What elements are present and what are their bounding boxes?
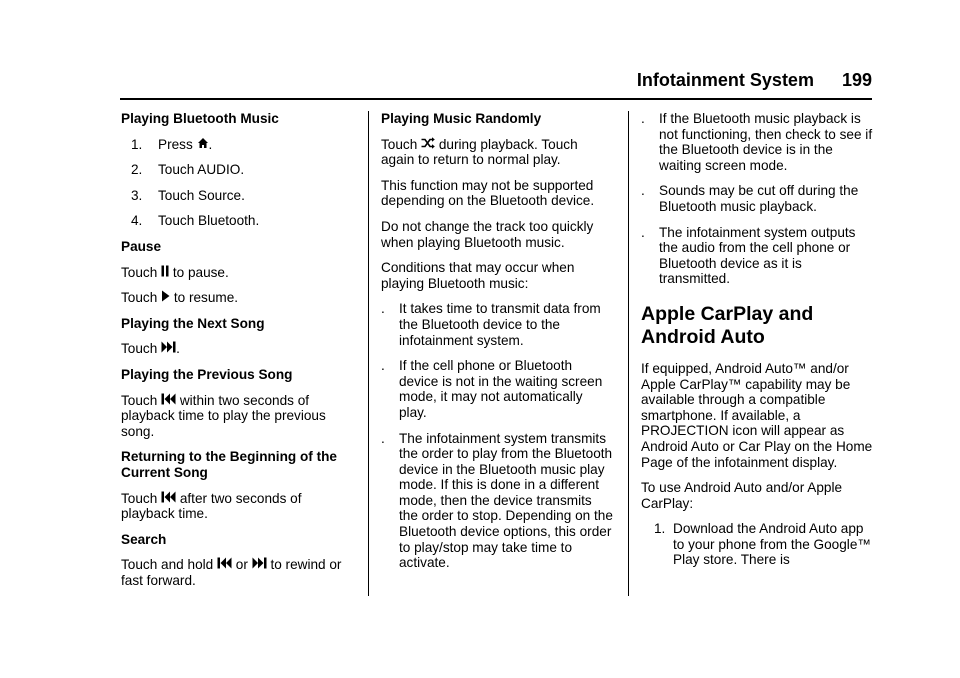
column-1 [121,111,353,598]
next-track-icon [252,557,267,571]
previous-text: Touch within two seconds of playback time to play the previous song. [121,392,326,439]
equipped-text: If equipped, Android Auto™ and/or Apple CarPlay™ capability may be available through a compatible smartphone. If available, a PROJECTION icon will appear as Android Auto or Car Play on the Home Page of the infotainment display. [641,360,873,470]
column-3 [641,111,876,578]
step-4: 4. Touch Bluetooth. [131,213,260,229]
previous-track-icon [217,557,232,571]
list-item: . Sounds may be cut off during the Bluetooth music playback. [641,183,859,214]
heading-search: Search [121,531,167,547]
list-item: . It takes time to transmit data from the Bluetooth device to the infotainment system. [381,301,601,348]
header-title: Infotainment System [636,70,814,90]
list-item: . The infotainment system outputs the audio from the cell phone or Bluetooth device as it is transmitted. [641,224,856,287]
random-text: Touch during playback. Touch again to return to normal play. [381,136,578,168]
step-1: 1. Download the Android Auto app to your phone from the Google™ Play store. There is [654,521,871,568]
section-title: Apple CarPlay and Android Auto [641,302,814,348]
column-divider-right [628,111,629,596]
resume-text: Touch to resume. [121,290,239,306]
step-2: 2. Touch AUDIO. [131,162,245,178]
step-1: 1. Press . [131,136,213,152]
header-rule [120,98,872,100]
home-icon [197,137,209,151]
column-2 [381,111,613,581]
support-text: This function may not be supported depending on the Bluetooth device. [381,177,595,209]
heading-next-song: Playing the Next Song [121,315,265,331]
step-3: 3. Touch Source. [131,187,245,203]
pause-icon [161,265,169,279]
to-use-text: To use Android Auto and/or Apple CarPlay: [641,480,843,511]
heading-playing-randomly: Playing Music Randomly [381,111,542,126]
previous-track-icon [161,393,176,407]
search-text: Touch and hold or to rewind or fast forward. [121,557,342,588]
play-icon [161,290,170,304]
shuffle-icon [421,137,435,151]
heading-previous-song: Playing the Previous Song [121,366,293,382]
heading-pause: Pause [121,238,162,254]
heading-return-to-beginning: Returning to the Beginning of the Current Song [121,449,337,480]
list-item: . If the Bluetooth music playback is not functioning, then check to see if the Bluetooth device is in the waiting screen mode. [641,111,873,173]
change-track-text: Do not change the track too quickly when playing Bluetooth music. [381,218,594,250]
pause-text: Touch to pause. [121,264,229,280]
list-item: . If the cell phone or Bluetooth device is not in the waiting screen mode, it may not automatically play. [381,358,603,420]
column-divider-left [368,111,369,596]
running-header [637,70,872,91]
next-text: Touch . [121,341,180,357]
heading-playing-bluetooth-music: Playing Bluetooth Music [121,111,279,126]
return-text: Touch after two seconds of playback time. [121,490,302,522]
list-item: . The infotainment system transmits the order to play from the Bluetooth device in the Bluetooth music play mode. If this is done in a different mode, then the device transmits the order to stop. Depending on the Bluetooth device options, this order to play/stop may take time to activate. [381,430,613,571]
conditions-text: Conditions that may occur when playing Bluetooth music: [381,260,575,291]
page-number: 199 [841,70,872,90]
next-track-icon [161,341,176,355]
previous-track-icon [161,491,176,505]
